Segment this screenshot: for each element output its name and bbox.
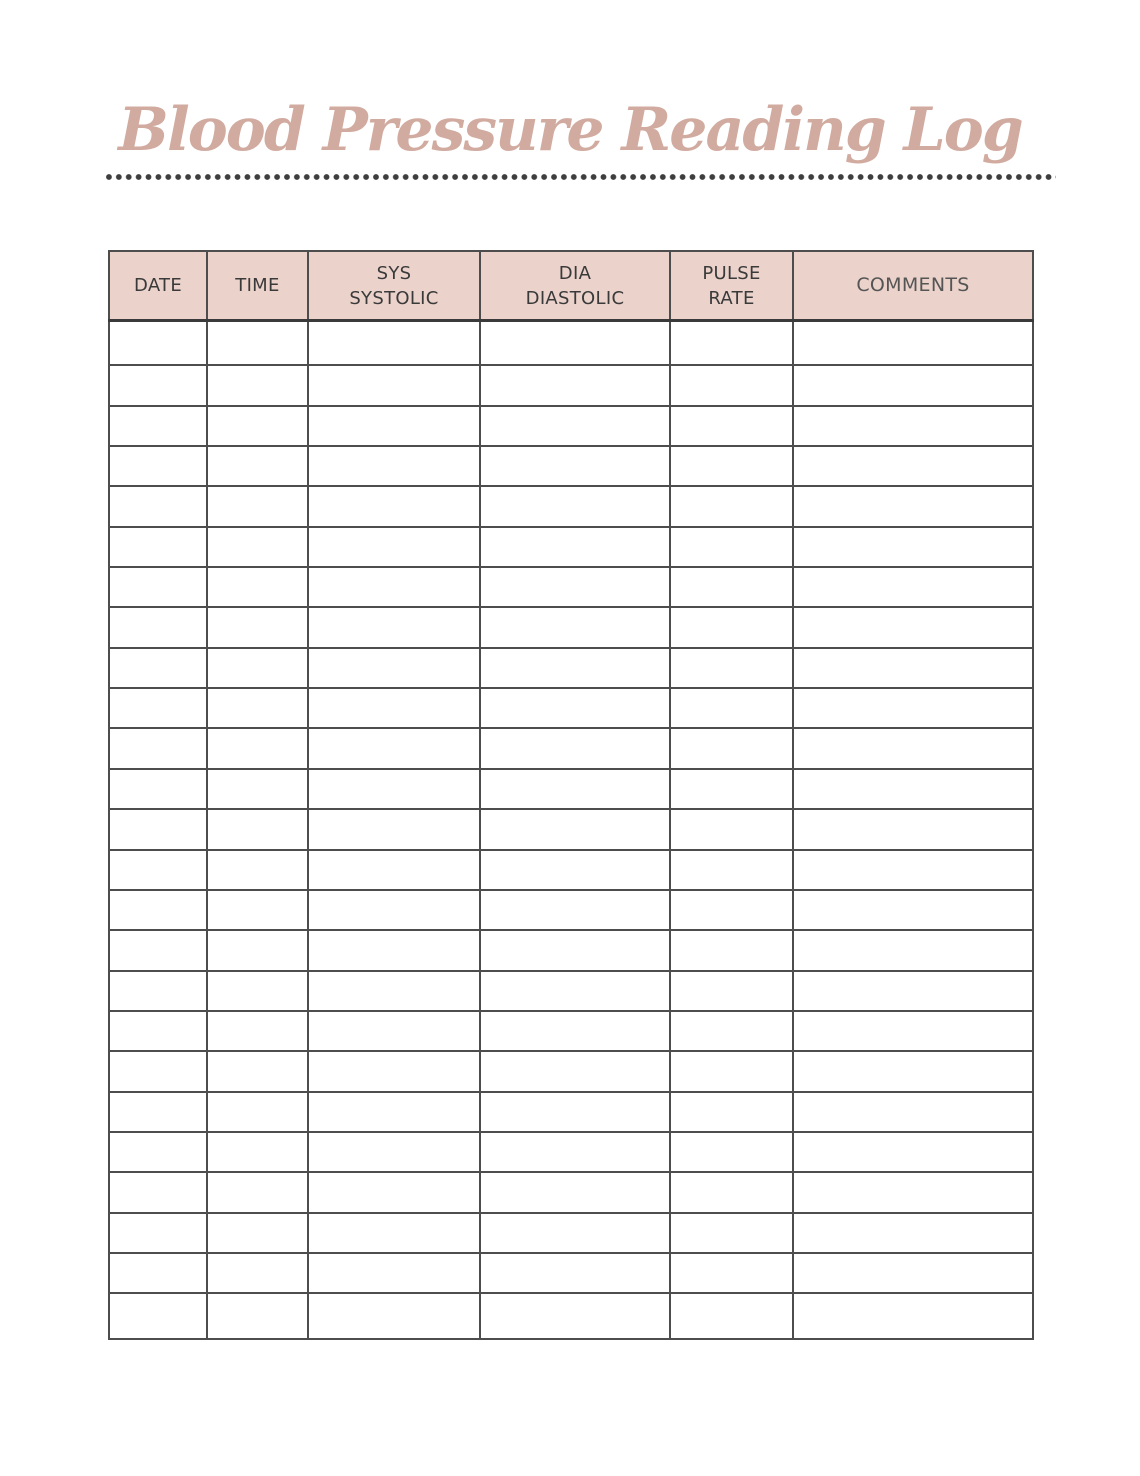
table-row [109, 1172, 1033, 1212]
blood-pressure-log-table [108, 250, 1034, 1340]
cell-systolic[interactable] [308, 446, 480, 486]
table-row [109, 406, 1033, 446]
table-row [109, 648, 1033, 688]
cell-time[interactable] [207, 1051, 308, 1091]
cell-pulse-rate[interactable] [670, 1213, 793, 1253]
cell-systolic[interactable] [308, 527, 480, 567]
cell-date[interactable] [109, 728, 207, 768]
cell-pulse-rate[interactable] [670, 1051, 793, 1091]
cell-comments[interactable] [793, 648, 1033, 688]
cell-comments[interactable] [793, 1213, 1033, 1253]
table-row [109, 527, 1033, 567]
cell-comments[interactable] [793, 1253, 1033, 1293]
cell-comments[interactable] [793, 527, 1033, 567]
cell-comments[interactable] [793, 1051, 1033, 1091]
cell-systolic[interactable] [308, 486, 480, 526]
page-title: Blood Pressure Reading Log [118, 95, 1022, 165]
dotted-divider [104, 171, 1056, 183]
cell-time[interactable] [207, 607, 308, 647]
cell-diastolic[interactable] [480, 1132, 670, 1172]
cell-date[interactable] [109, 1092, 207, 1132]
table-row [109, 1293, 1033, 1339]
cell-diastolic[interactable] [480, 406, 670, 446]
cell-date[interactable] [109, 1011, 207, 1051]
table-row [109, 1051, 1033, 1091]
cell-time[interactable] [207, 728, 308, 768]
cell-comments[interactable] [793, 321, 1033, 366]
cell-time[interactable] [207, 930, 308, 970]
cell-diastolic[interactable] [480, 1011, 670, 1051]
cell-comments[interactable] [793, 890, 1033, 930]
cell-pulse-rate[interactable] [670, 930, 793, 970]
cell-time[interactable] [207, 850, 308, 890]
cell-diastolic[interactable] [480, 648, 670, 688]
cell-pulse-rate[interactable] [670, 971, 793, 1011]
cell-pulse-rate[interactable] [670, 1253, 793, 1293]
cell-systolic[interactable] [308, 930, 480, 970]
table-row [109, 1011, 1033, 1051]
cell-comments[interactable] [793, 567, 1033, 607]
cell-diastolic[interactable] [480, 1293, 670, 1339]
cell-date[interactable] [109, 607, 207, 647]
cell-date[interactable] [109, 1213, 207, 1253]
cell-date[interactable] [109, 688, 207, 728]
cell-time[interactable] [207, 688, 308, 728]
cell-diastolic[interactable] [480, 446, 670, 486]
cell-diastolic[interactable] [480, 809, 670, 849]
cell-pulse-rate[interactable] [670, 1172, 793, 1212]
cell-date[interactable] [109, 1132, 207, 1172]
column-header-label: SYSTOLIC [349, 287, 439, 309]
cell-date[interactable] [109, 809, 207, 849]
cell-date[interactable] [109, 890, 207, 930]
cell-diastolic[interactable] [480, 890, 670, 930]
cell-date[interactable] [109, 850, 207, 890]
column-header-label: PULSE [702, 262, 761, 284]
table-row [109, 1253, 1033, 1293]
cell-diastolic[interactable] [480, 971, 670, 1011]
cell-comments[interactable] [793, 809, 1033, 849]
cell-comments[interactable] [793, 728, 1033, 768]
column-header-comments [793, 251, 1033, 321]
cell-systolic[interactable] [308, 890, 480, 930]
cell-systolic[interactable] [308, 850, 480, 890]
cell-time[interactable] [207, 890, 308, 930]
cell-date[interactable] [109, 486, 207, 526]
cell-date[interactable] [109, 769, 207, 809]
cell-pulse-rate[interactable] [670, 567, 793, 607]
cell-time[interactable] [207, 1132, 308, 1172]
cell-date[interactable] [109, 930, 207, 970]
table-row [109, 890, 1033, 930]
cell-systolic[interactable] [308, 648, 480, 688]
cell-pulse-rate[interactable] [670, 769, 793, 809]
table-row [109, 607, 1033, 647]
cell-comments[interactable] [793, 1293, 1033, 1339]
table-row [109, 1132, 1033, 1172]
cell-date[interactable] [109, 1172, 207, 1212]
cell-comments[interactable] [793, 930, 1033, 970]
cell-time[interactable] [207, 1172, 308, 1212]
cell-time[interactable] [207, 648, 308, 688]
cell-pulse-rate[interactable] [670, 486, 793, 526]
cell-diastolic[interactable] [480, 607, 670, 647]
cell-systolic[interactable] [308, 406, 480, 446]
cell-date[interactable] [109, 406, 207, 446]
cell-date[interactable] [109, 1051, 207, 1091]
table-row [109, 486, 1033, 526]
cell-systolic[interactable] [308, 1011, 480, 1051]
cell-date[interactable] [109, 446, 207, 486]
table-header-row [109, 251, 1033, 321]
table-row [109, 850, 1033, 890]
cell-date[interactable] [109, 1293, 207, 1339]
cell-time[interactable] [207, 446, 308, 486]
cell-pulse-rate[interactable] [670, 321, 793, 366]
cell-date[interactable] [109, 971, 207, 1011]
table-row [109, 809, 1033, 849]
table-row [109, 688, 1033, 728]
cell-date[interactable] [109, 527, 207, 567]
cell-diastolic[interactable] [480, 850, 670, 890]
cell-diastolic[interactable] [480, 1213, 670, 1253]
column-header-label: COMMENTS [856, 274, 970, 296]
cell-time[interactable] [207, 567, 308, 607]
cell-time[interactable] [207, 406, 308, 446]
cell-time[interactable] [207, 527, 308, 567]
cell-time[interactable] [207, 321, 308, 366]
cell-comments[interactable] [793, 607, 1033, 647]
table-row [109, 769, 1033, 809]
cell-comments[interactable] [793, 486, 1033, 526]
column-header-pulse-rate [670, 251, 793, 321]
cell-systolic[interactable] [308, 321, 480, 366]
cell-pulse-rate[interactable] [670, 648, 793, 688]
cell-systolic[interactable] [308, 769, 480, 809]
cell-comments[interactable] [793, 769, 1033, 809]
cell-comments[interactable] [793, 1172, 1033, 1212]
cell-date[interactable] [109, 365, 207, 405]
table-row [109, 365, 1033, 405]
cell-pulse-rate[interactable] [670, 728, 793, 768]
column-header-label: TIME [235, 275, 280, 296]
cell-systolic[interactable] [308, 971, 480, 1011]
cell-pulse-rate[interactable] [670, 446, 793, 486]
cell-date[interactable] [109, 321, 207, 366]
column-header-systolic [308, 251, 480, 321]
cell-comments[interactable] [793, 971, 1033, 1011]
table-row [109, 728, 1033, 768]
cell-time[interactable] [207, 1293, 308, 1339]
table-row [109, 930, 1033, 970]
cell-diastolic[interactable] [480, 930, 670, 970]
column-header-date [109, 251, 207, 321]
cell-comments[interactable] [793, 1011, 1033, 1051]
column-header-label-2: RATE [708, 287, 755, 309]
cell-pulse-rate[interactable] [670, 406, 793, 446]
cell-comments[interactable] [793, 1132, 1033, 1172]
cell-diastolic[interactable] [480, 688, 670, 728]
cell-systolic[interactable] [308, 607, 480, 647]
cell-systolic[interactable] [308, 1092, 480, 1132]
column-header-abbr: DIA [558, 262, 592, 284]
table-row [109, 1092, 1033, 1132]
cell-time[interactable] [207, 769, 308, 809]
column-header-abbr: SYS [376, 262, 412, 284]
cell-systolic[interactable] [308, 567, 480, 607]
cell-diastolic[interactable] [480, 1172, 670, 1212]
cell-comments[interactable] [793, 850, 1033, 890]
cell-pulse-rate[interactable] [670, 1092, 793, 1132]
column-header-diastolic [480, 251, 670, 321]
cell-time[interactable] [207, 1092, 308, 1132]
cell-time[interactable] [207, 1253, 308, 1293]
cell-systolic[interactable] [308, 1172, 480, 1212]
cell-pulse-rate[interactable] [670, 850, 793, 890]
cell-comments[interactable] [793, 446, 1033, 486]
cell-systolic[interactable] [308, 1253, 480, 1293]
cell-systolic[interactable] [308, 1051, 480, 1091]
cell-pulse-rate[interactable] [670, 890, 793, 930]
cell-systolic[interactable] [308, 365, 480, 405]
cell-diastolic[interactable] [480, 365, 670, 405]
cell-pulse-rate[interactable] [670, 1011, 793, 1051]
table-row [109, 321, 1033, 366]
column-header-label: DIASTOLIC [525, 287, 625, 309]
cell-systolic[interactable] [308, 1213, 480, 1253]
cell-comments[interactable] [793, 365, 1033, 405]
cell-diastolic[interactable] [480, 527, 670, 567]
cell-time[interactable] [207, 1213, 308, 1253]
cell-pulse-rate[interactable] [670, 527, 793, 567]
table-row [109, 446, 1033, 486]
cell-time[interactable] [207, 365, 308, 405]
cell-diastolic[interactable] [480, 321, 670, 366]
column-header-label: DATE [133, 275, 183, 296]
table-row [109, 971, 1033, 1011]
cell-time[interactable] [207, 971, 308, 1011]
cell-diastolic[interactable] [480, 1253, 670, 1293]
cell-diastolic[interactable] [480, 728, 670, 768]
cell-systolic[interactable] [308, 688, 480, 728]
cell-systolic[interactable] [308, 1132, 480, 1172]
cell-diastolic[interactable] [480, 567, 670, 607]
cell-systolic[interactable] [308, 1293, 480, 1339]
cell-systolic[interactable] [308, 728, 480, 768]
table-row [109, 1213, 1033, 1253]
cell-diastolic[interactable] [480, 1092, 670, 1132]
cell-pulse-rate[interactable] [670, 688, 793, 728]
cell-comments[interactable] [793, 406, 1033, 446]
cell-time[interactable] [207, 486, 308, 526]
cell-diastolic[interactable] [480, 1051, 670, 1091]
cell-diastolic[interactable] [480, 769, 670, 809]
cell-comments[interactable] [793, 1092, 1033, 1132]
cell-diastolic[interactable] [480, 486, 670, 526]
column-header-time [207, 251, 308, 321]
cell-time[interactable] [207, 1011, 308, 1051]
cell-date[interactable] [109, 1253, 207, 1293]
cell-pulse-rate[interactable] [670, 607, 793, 647]
cell-pulse-rate[interactable] [670, 1132, 793, 1172]
cell-pulse-rate[interactable] [670, 809, 793, 849]
cell-time[interactable] [207, 809, 308, 849]
cell-pulse-rate[interactable] [670, 365, 793, 405]
cell-systolic[interactable] [308, 809, 480, 849]
cell-pulse-rate[interactable] [670, 1293, 793, 1339]
cell-date[interactable] [109, 567, 207, 607]
table-row [109, 567, 1033, 607]
cell-comments[interactable] [793, 688, 1033, 728]
cell-date[interactable] [109, 648, 207, 688]
